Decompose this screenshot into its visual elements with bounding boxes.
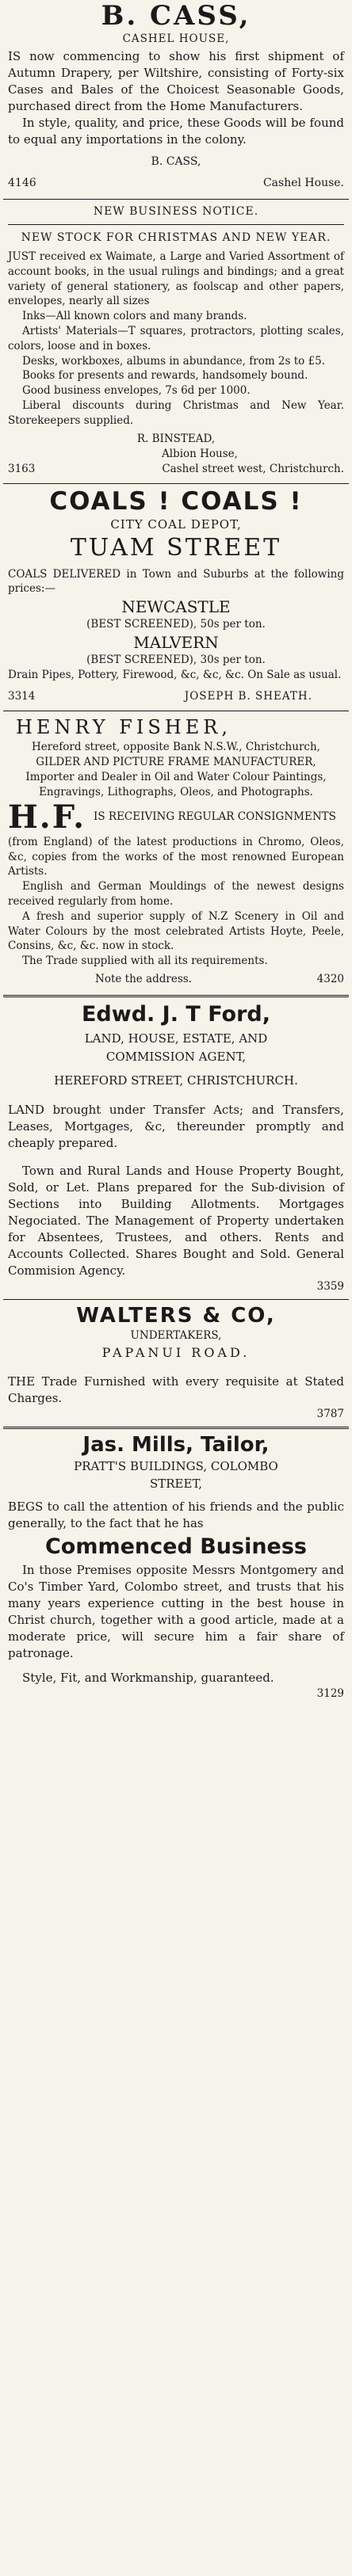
fisher-p6: The Trade supplied with all its requirements. (22, 955, 268, 968)
mills-advert (3, 1429, 349, 1701)
walters-number: 3787 (316, 1407, 344, 1420)
newspaper-column (3, 0, 349, 1701)
cass-subtitle: CASHEL HOUSE, (122, 32, 230, 45)
fisher-p1: Importer and Dealer in Oil and Water Colour Paintings, (25, 770, 327, 783)
walters-advert (3, 1300, 349, 1422)
coals-signature: JOSEPH B. SHEATH. (184, 689, 312, 703)
binstead-advert (3, 200, 349, 477)
binstead-number: 3163 (8, 462, 36, 475)
cass-title: B. CASS, (101, 0, 251, 32)
coals-p2: Drain Pipes, Pottery, Firewood, &c, &c, &c. On Sale as usual. (8, 669, 342, 682)
binstead-p1: JUST received ex Waimate, a Large and Varied Assortment of account books, in the usual rulings and bindings; and a great variety of general stationery, as foolscap and other papers, envelopes, nearly all sizes (8, 250, 344, 308)
fisher-hf-row (8, 800, 344, 835)
cass-body2: In style, quality, and price, these Goods will be found to equal any importations in the colony. (8, 116, 344, 147)
walters-footer (8, 1407, 344, 1422)
coals-malvern: MALVERN (133, 633, 219, 653)
fisher-footer (8, 972, 344, 987)
mills-address2: STREET, (149, 1476, 203, 1491)
binstead-head1: NEW BUSINESS NOTICE. (93, 205, 259, 218)
mills-head: Commenced Business (44, 1534, 307, 1559)
cass-body1: IS now commencing to show his first shipment of Autumn Drapery, per Wiltshire, consisting of Forty-six Cases and Bales of the Choicest Seasonable Goods, purchased direct from the Home Manufacturers. (8, 49, 344, 113)
mills-name: Jas. Mills, Tailor, (82, 1432, 270, 1457)
ford-p1: LAND brought under Transfer Acts; and Transfers, Leases, Mortgages, &c, thereunder promptly and cheaply prepared. (8, 1102, 344, 1150)
binstead-footer (8, 462, 344, 477)
binstead-address: Cashel street west, Christchurch. (162, 462, 344, 475)
cass-address: Cashel House. (262, 177, 344, 189)
coals-depot: CITY COAL DEPOT, (110, 516, 242, 532)
ford-number: 3359 (316, 1279, 344, 1293)
mills-footer (8, 1686, 344, 1701)
walters-name: WALTERS & CO, (76, 1303, 276, 1328)
fisher-p3: (from England) of the latest productions in Chromo, Oleos, &c, copies from the works of the most renowned European Artists. (8, 835, 344, 878)
ford-address: HEREFORD STREET, CHRISTCHURCH. (54, 1073, 298, 1088)
coals-head: COALS ! COALS ! (49, 486, 303, 516)
coals-street: TUAM STREET (70, 533, 282, 562)
ford-trade2: COMMISSION AGENT, (105, 1049, 247, 1064)
coals-footer (8, 689, 344, 704)
ford-trade1: LAND, HOUSE, ESTATE, AND (84, 1031, 268, 1046)
fisher-hf-text: IS RECEIVING REGULAR CONSIGNMENTS (94, 810, 336, 824)
binstead-p6: Good business envelopes, 7s 6d per 1000. (22, 384, 251, 398)
binstead-p5: Books for presents and rewards, handsomely bound. (22, 369, 308, 383)
coals-newcastle: NEWCASTLE (121, 597, 231, 617)
cass-signature: B. CASS, (151, 155, 201, 168)
fisher-note: Note the address. (95, 972, 192, 985)
ford-name: Edwd. J. T Ford, (81, 1001, 271, 1027)
coals-advert (3, 484, 349, 704)
fisher-address: Hereford street, opposite Bank N.S.W., Christchurch, (32, 740, 320, 753)
fisher-trade: GILDER AND PICTURE FRAME MANUFACTURER, (36, 755, 316, 768)
mills-p1: BEGS to call the attention of his friends and the public generally, to the fact that he has (8, 1499, 344, 1530)
walters-p1: THE Trade Furnished with every requisite at Stated Charges. (8, 1374, 344, 1405)
mills-number: 3129 (316, 1686, 344, 1700)
binstead-signature: R. BINSTEAD, (136, 432, 216, 445)
walters-trade: UNDERTAKERS, (130, 1328, 222, 1342)
ford-advert (3, 997, 349, 1294)
fisher-p4: English and German Mouldings of the newest designs received regularly from home. (8, 880, 344, 908)
binstead-p3: Artists' Materials—T squares, protractors, plotting scales, colors, loose and in boxes. (8, 324, 344, 352)
coals-newcastle-price: (BEST SCREENED), 50s per ton. (86, 618, 266, 631)
fisher-number: 4320 (316, 972, 344, 985)
walters-address: PAPANUI ROAD. (101, 1344, 251, 1360)
fisher-name: HENRY FISHER, (16, 715, 231, 738)
cass-footer (8, 176, 344, 191)
fisher-p5: A fresh and superior supply of N.Z Scenery in Oil and Water Colours by the most celebrated Artists Hoyte, Peele, Consins, &c, &c. now in stock. (8, 909, 344, 953)
ford-p2: Town and Rural Lands and House Property Bought, Sold, or Let. Plans prepared for the Sub-division of Sections into Building Allotments. Mortgages Negociated. The Management of Property undertaken for Absentees, Trustees, and others. Rents and Accounts Collected. Shares Bought and Sold. General Commision Agency. (8, 1163, 344, 1278)
coals-malvern-price: (BEST SCREENED), 30s per ton. (86, 654, 266, 667)
binstead-signature2: Albion House, (162, 447, 238, 460)
mills-p3: Style, Fit, and Workmanship, guaranteed. (22, 1670, 274, 1685)
fisher-advert (3, 711, 349, 987)
mills-address1: PRATT'S BUILDINGS, COLOMBO (74, 1458, 278, 1473)
binstead-head2: NEW STOCK FOR CHRISTMAS AND NEW YEAR. (21, 231, 331, 244)
binstead-p2: Inks—All known colors and many brands. (22, 310, 247, 323)
ford-footer (8, 1279, 344, 1294)
fisher-p2: Engravings, Lithographs, Oleos, and Photographs. (39, 785, 313, 798)
divider (8, 224, 344, 225)
coals-p1: COALS DELIVERED in Town and Suburbs at the following prices:— (8, 567, 344, 596)
binstead-p4: Desks, workboxes, albums in abundance, from 2s to £5. (22, 354, 326, 368)
mills-p2: In those Premises opposite Messrs Montgomery and Co's Timber Yard, Colombo street, and trusts that his many years experience cutting in the best house in Christ church, together with a good article, made at a moderate price, will secure him a fair share of patronage. (8, 1562, 344, 1660)
cass-advert (3, 0, 349, 191)
fisher-hf: H.F. (8, 798, 86, 836)
coals-number: 3314 (8, 689, 36, 703)
binstead-p7: Liberal discounts during Christmas and New Year. Storekeepers supplied. (8, 398, 344, 427)
cass-number: 4146 (8, 177, 36, 189)
